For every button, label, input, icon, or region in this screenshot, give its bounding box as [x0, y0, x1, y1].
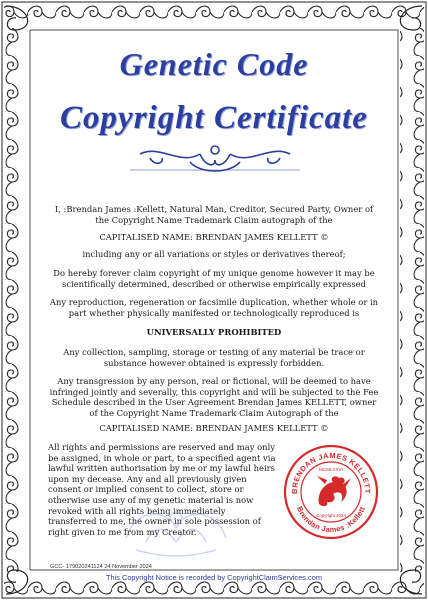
dragon-emblem-icon: [317, 476, 351, 506]
paragraph-collection: Any collection, sampling, storage or testing of any material be trace or substance however obtained is expressly forbidden.: [63, 347, 365, 368]
paragraph-reproduction: Any reproduction, regeneration or facsimile duplication, whether whole or in part whether physically manifested or technologically reproduced is: [49, 297, 379, 318]
certificate-reference: GCC- 179020241124 24 November 2024: [50, 564, 152, 570]
watermark-ornament: [116, 498, 236, 558]
paragraph-variations: including any or all variations or styles or derivatives thereof;: [82, 249, 346, 259]
seal-top-text: BRENDAN JAMES KELLETT: [289, 450, 373, 494]
paragraph-transgression: Any transgression by any person, real or fictional, will be deemed to have infringed jointly and severally, this copyright and will be subjected to the Fee Schedule described in the User Agreement Brendan James KELLETT, owner of the Copyright Name Trademark Claim Autograph of the: [49, 376, 379, 418]
title-line-1: Genetic Code: [119, 46, 309, 82]
paragraph-declaration: I, :Brendan James :Kellett, Natural Man, Creditor, Secured Party, Owner of the Copyright Name Trademark Claim autograph of the: [54, 204, 374, 225]
seal-year: Copyright 2024: [316, 513, 346, 518]
ornamental-divider: [130, 140, 300, 174]
paragraph-rights: All rights and permissions are reserved and may only be assigned, in whole or part, to a specified agent via lawful written authorisation by me or my lawful heirs upon my decease. Any and all previously given consent or implied consent to collect, store or otherwise use any of my genetic material is now revoked with all rights being immediately transferred to me, the owner in sole possession of right given to me from my Creator.: [48, 442, 276, 537]
seal-bottom-text: Brendan James :Kellett: [295, 505, 367, 535]
copyright-seal: [283, 444, 379, 540]
paragraph-claim: Do hereby forever claim copyright of my unique genome however it may be scientifically determined, described or otherwise empirically expressed: [53, 268, 375, 289]
paragraph-capitalised-name: CAPITALISED NAME: BRENDAN JAMES KELLETT ©: [99, 232, 329, 242]
paragraph-prohibited: UNIVERSALLY PROHIBITED: [146, 327, 282, 337]
seal-roman-numerals: MCMLXXVI: [319, 467, 343, 472]
title-line-2: Copyright Certificate: [60, 100, 368, 136]
paragraph-capitalised-name-2: CAPITALISED NAME: BRENDAN JAMES KELLETT ©: [99, 423, 329, 433]
footer-notice: This Copyright Notice is recorded by CopyrightClaimServices.com: [105, 573, 323, 582]
